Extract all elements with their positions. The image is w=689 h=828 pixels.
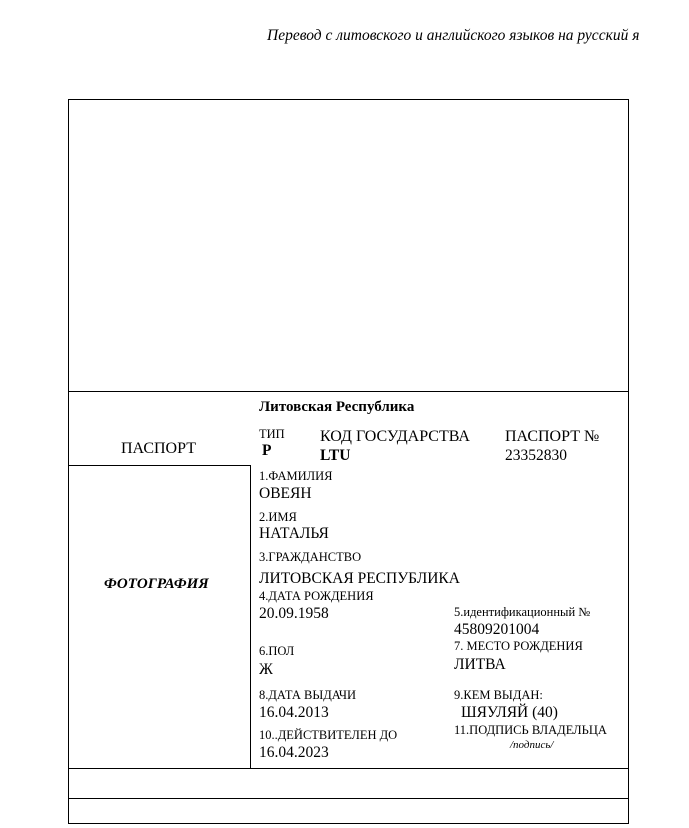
photo-box xyxy=(68,465,251,769)
translation-note: Перевод с литовского и английского языков на русский я xyxy=(267,27,640,44)
birth-place-value: ЛИТВА xyxy=(454,656,506,673)
issue-date-value: 16.04.2013 xyxy=(259,704,329,721)
birth-date-label: 4.ДАТА РОЖДЕНИЯ xyxy=(259,589,374,603)
page-divider xyxy=(68,391,629,392)
state-code-value: LTU xyxy=(320,447,351,464)
birth-place-label: 7. МЕСТО РОЖДЕНИЯ xyxy=(454,639,583,653)
given-name-label: 2.ИМЯ xyxy=(259,510,297,524)
issue-date-label: 8.ДАТА ВЫДАЧИ xyxy=(259,688,357,702)
birth-date-value: 20.09.1958 xyxy=(259,605,329,622)
state-code-label: КОД ГОСУДАРСТВА xyxy=(320,428,470,445)
citizenship-value: ЛИТОВСКАЯ РЕСПУБЛИКА xyxy=(259,570,460,587)
citizenship-label: 3.ГРАЖДАНСТВО xyxy=(259,550,362,564)
signature-placeholder: /подпись/ xyxy=(510,739,554,751)
type-value: P xyxy=(262,442,272,459)
passport-number-value: 23352830 xyxy=(505,447,567,464)
mrz-bottom-divider xyxy=(68,798,629,799)
passport-number-label: ПАСПОРТ № xyxy=(505,428,600,445)
valid-until-label: 10..ДЕЙСТВИТЕЛЕН ДО xyxy=(259,728,398,742)
passport-title: ПАСПОРТ xyxy=(121,440,196,457)
issuing-country: Литовская Республика xyxy=(259,399,415,415)
surname-value: ОВЕЯН xyxy=(259,485,312,502)
type-label: ТИП xyxy=(259,427,285,441)
photo-placeholder: ФОТОГРАФИЯ xyxy=(104,576,209,592)
given-name-value: НАТАЛЬЯ xyxy=(259,525,329,542)
id-number-value: 45809201004 xyxy=(454,621,540,638)
issued-by-label: 9.КЕМ ВЫДАН: xyxy=(454,688,543,702)
valid-until-value: 16.04.2023 xyxy=(259,744,329,761)
holder-signature-label: 11.ПОДПИСЬ ВЛАДЕЛЬЦА xyxy=(454,723,607,737)
id-number-label: 5.идентификационный № xyxy=(454,605,591,619)
sex-value: Ж xyxy=(259,661,273,678)
issued-by-value: ШЯУЛЯЙ (40) xyxy=(461,704,558,721)
sex-label: 6.ПОЛ xyxy=(259,644,295,658)
surname-label: 1.ФАМИЛИЯ xyxy=(259,469,333,483)
